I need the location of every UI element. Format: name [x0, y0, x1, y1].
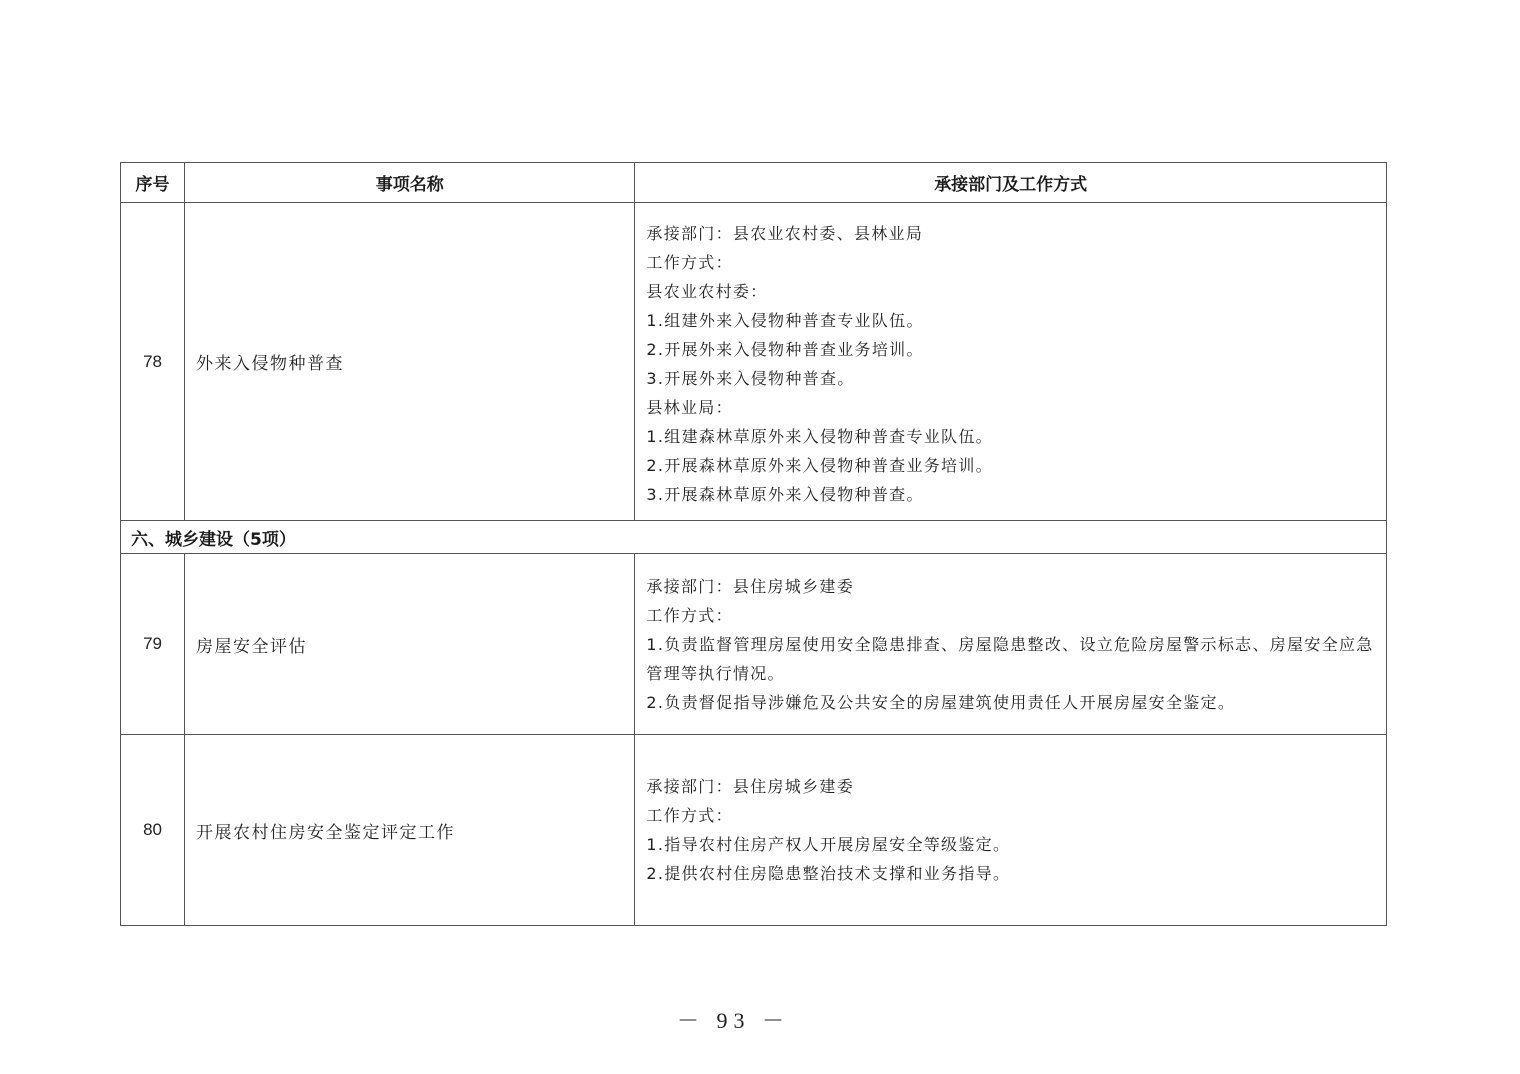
row-no: 80 [121, 735, 185, 926]
header-no: 序号 [121, 163, 185, 203]
dept-line: 1.负责监督管理房屋使用安全隐患排查、房屋隐患整改、设立危险房屋警示标志、房屋安全应急管理等执行情况。 [646, 634, 1374, 683]
header-dept: 承接部门及工作方式 [635, 163, 1387, 203]
row-no: 79 [121, 554, 185, 735]
table-header-row [121, 163, 1387, 203]
row-dept [635, 203, 1387, 521]
section-row [121, 521, 1387, 554]
dept-line: 1.指导农村住房产权人开展房屋安全等级鉴定。 [646, 835, 1011, 854]
dept-line: 承接部门：县住房城乡建委 [646, 576, 854, 596]
section-title: 六、城乡建设（5项） [121, 521, 1387, 554]
dept-line: 县农业农村委： [646, 282, 768, 301]
dept-line: 2.开展外来入侵物种普查业务培训。 [646, 340, 924, 359]
dept-line: 承接部门：县农业农村委、县林业局 [646, 224, 924, 243]
dept-line: 工作方式： [646, 253, 733, 272]
dept-line: 工作方式： [646, 605, 733, 625]
dept-line: 1.组建森林草原外来入侵物种普查专业队伍。 [646, 427, 993, 446]
dept-line: 3.开展外来入侵物种普查。 [646, 369, 855, 388]
row-no: 78 [121, 203, 185, 521]
table-row [121, 203, 1387, 521]
table-row [121, 554, 1387, 735]
dept-line: 2.提供农村住房隐患整治技术支撑和业务指导。 [646, 864, 1011, 883]
header-name: 事项名称 [185, 163, 635, 203]
dept-line: 承接部门：县住房城乡建委 [646, 777, 854, 796]
dept-line: 县林业局： [646, 398, 733, 417]
dept-line: 2.负责督促指导涉嫌危及公共安全的房屋建筑使用责任人开展房屋安全鉴定。 [646, 692, 1236, 712]
items-table [120, 162, 1387, 926]
page-number: － 93 － [676, 1008, 790, 1033]
dept-line: 2.开展森林草原外来入侵物种普查业务培训。 [646, 456, 993, 475]
row-name: 房屋安全评估 [185, 554, 635, 735]
row-dept [635, 735, 1387, 926]
row-dept [635, 554, 1387, 735]
row-name: 外来入侵物种普查 [185, 203, 635, 521]
dept-line: 1.组建外来入侵物种普查专业队伍。 [646, 311, 924, 330]
table-row [121, 735, 1387, 926]
row-name: 开展农村住房安全鉴定评定工作 [185, 735, 635, 926]
dept-line: 3.开展森林草原外来入侵物种普查。 [646, 485, 924, 504]
dept-line: 工作方式： [646, 806, 733, 825]
